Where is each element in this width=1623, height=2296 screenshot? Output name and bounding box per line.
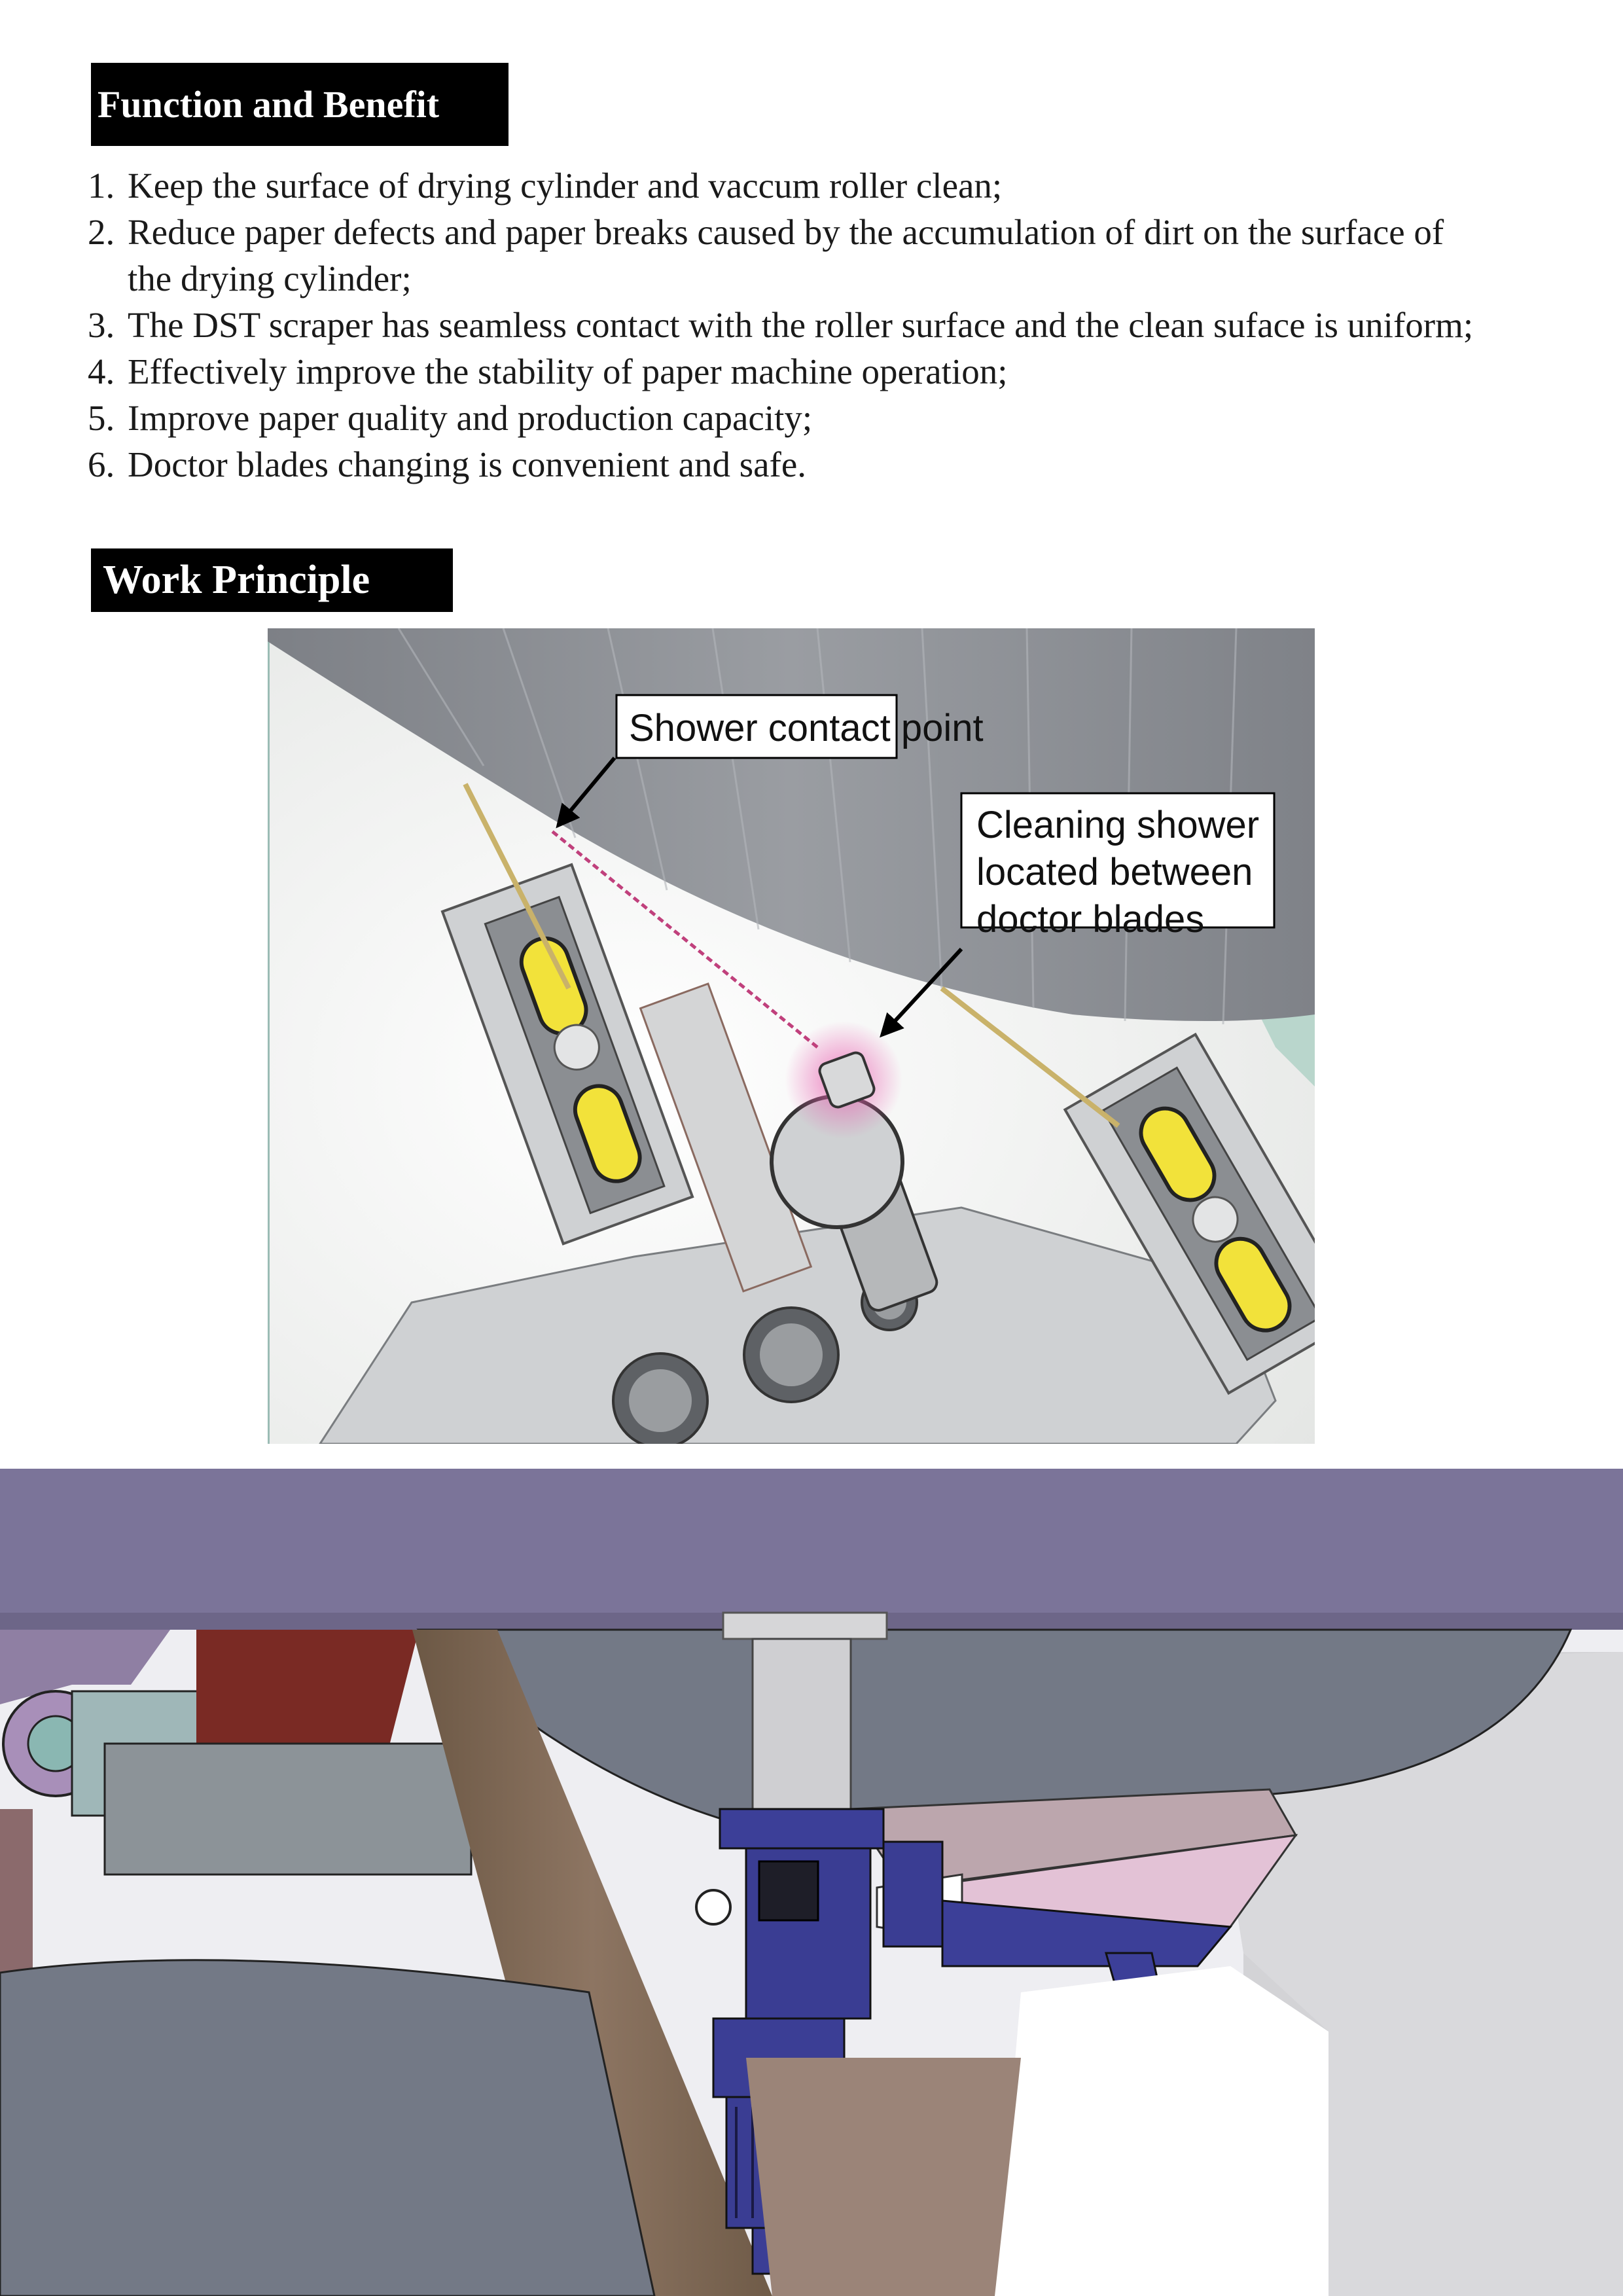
function-benefit-title: Function and Benefit [98, 83, 440, 126]
callout-shower-contact-label: Shower contact point [629, 707, 984, 749]
list-item: 6. Doctor blades changing is convenient and safe. [88, 444, 807, 484]
machine-3d-rendering [0, 1469, 1623, 2296]
lower-cylinder [0, 1960, 654, 2296]
callout-cleaning-shower-label: Cleaning shower located between doctor blades [976, 804, 1260, 941]
list-item: 1. Keep the surface of drying cylinder and vaccum roller clean; [88, 166, 1003, 206]
list-item: 3. The DST scraper has seamless contact with the roller surface and the clean suface is uniform; [88, 305, 1474, 345]
list-item: 5. Improve paper quality and production capacity; [88, 398, 813, 438]
work-principle-diagram [268, 628, 1315, 1444]
list-item: 2. Reduce paper defects and paper breaks caused by the accumulation of dirt on the surface of the drying cylinder; [88, 212, 1444, 298]
top-beam [0, 1469, 1623, 1613]
list-item: 4. Effectively improve the stability of paper machine operation; [88, 351, 1008, 391]
work-principle-heading [91, 548, 453, 612]
work-principle-title: Work Principle [103, 558, 370, 602]
function-benefit-heading [91, 63, 508, 146]
benefit-list [88, 162, 1495, 488]
